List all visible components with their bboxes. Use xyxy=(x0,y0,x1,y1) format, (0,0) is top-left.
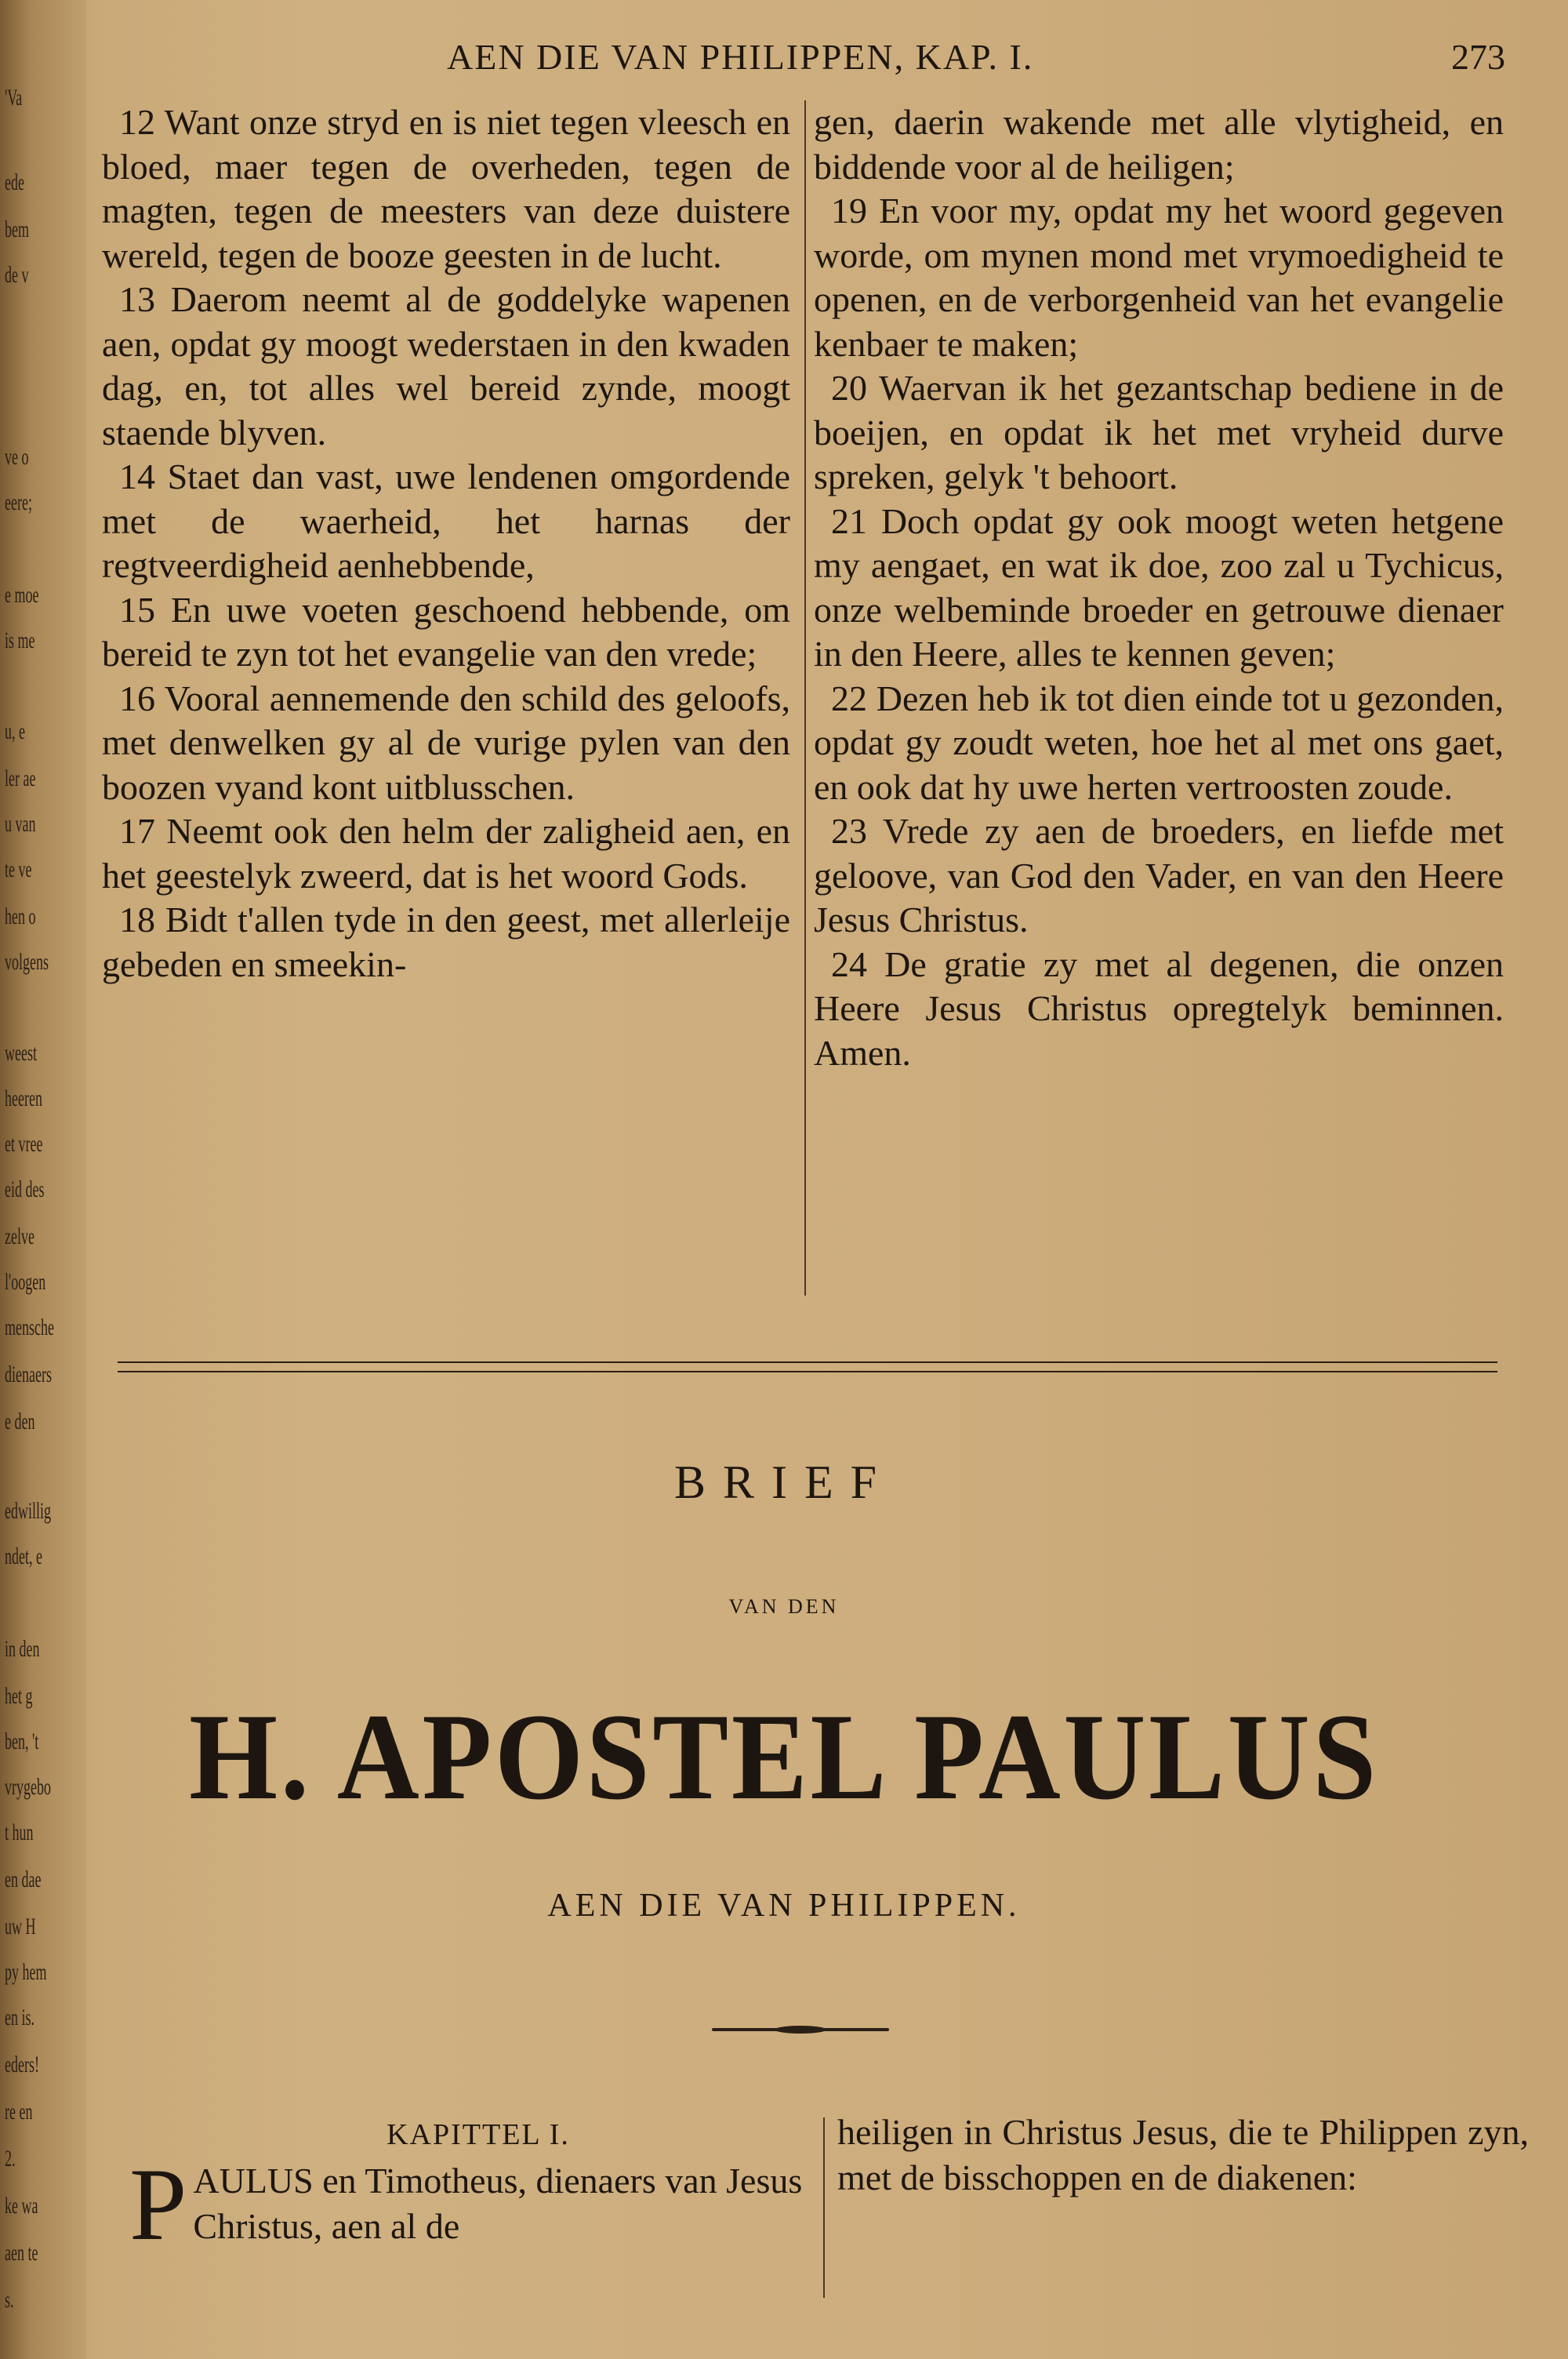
gutter-fragment: 2. xyxy=(5,2146,16,2172)
gutter-fragment: hen o xyxy=(5,903,36,929)
gutter-fragment: ben, 't xyxy=(5,1728,39,1754)
gutter-fragment: bem xyxy=(5,216,29,242)
gutter-fragment: weest xyxy=(5,1040,37,1066)
gutter-fragment: en dae xyxy=(5,1866,42,1892)
adjacent-page-edge xyxy=(0,0,86,2359)
gutter-fragment: eere; xyxy=(5,489,32,515)
gutter-fragment: u van xyxy=(5,811,36,837)
ornament-rule xyxy=(712,2028,889,2031)
section-double-rule xyxy=(118,1361,1497,1372)
right-column xyxy=(814,100,1504,1075)
verse-paragraph: gen, daerin wakende met alle vlytigheid, en biddende voor al de heiligen; xyxy=(814,102,1504,187)
gutter-fragment: t hun xyxy=(5,1819,34,1845)
gutter-fragment: l'oogen xyxy=(5,1269,46,1295)
gutter-fragment: aen te xyxy=(5,2240,38,2266)
gutter-fragment: e moe xyxy=(5,582,39,608)
verse-paragraph: 12 Want onze stryd en is niet tegen vleesch en bloed, maer tegen de overheden, tegen de magten, tegen de meesters van deze duistere wereld, tegen de booze geesten in de lucht. xyxy=(102,102,790,275)
drop-cap: P xyxy=(129,2146,187,2262)
gutter-fragment: 'Va xyxy=(5,85,23,111)
column-divider xyxy=(823,2117,825,2298)
verse-paragraph: 23 Vrede zy aen de broeders, en liefde met geloove, van God den Vader, en van den Heere Jesus Christus. xyxy=(814,811,1504,940)
gutter-fragment: vrygebo xyxy=(5,1774,51,1800)
gutter-fragment: heeren xyxy=(5,1085,42,1111)
gutter-fragment: de v xyxy=(5,262,29,288)
gutter-fragment: py hem xyxy=(5,1959,47,1985)
gutter-fragment: et vree xyxy=(5,1131,43,1157)
verse-paragraph: 16 Vooral aennemende den schild des geloofs, met denwelken gy al de vurige pylen van den boozen vyand kont uitblusschen. xyxy=(102,678,790,807)
gutter-fragment: ndet, e xyxy=(5,1543,42,1569)
gutter-fragment: volgens xyxy=(5,949,49,975)
gutter-fragment: dienaers xyxy=(5,1361,52,1387)
gutter-fragment: u, e xyxy=(5,718,25,744)
gutter-fragment: eid des xyxy=(5,1176,45,1202)
verse-paragraph: 21 Doch opdat gy ook moogt weten hetgene my aengaet, en wat ik doe, zoo zal u Tychicus, onze welbeminde broeder en getrouwe dienaer in den Heere, alles te kennen geven; xyxy=(814,500,1504,674)
epistle-subtitle: AEN DIE VAN PHILIPPEN. xyxy=(547,1888,1021,1924)
gutter-fragment: het g xyxy=(5,1683,33,1709)
verse-paragraph: 19 En voor my, opdat my het woord gegeven worde, om mynen mond met vrymoedigheid te openen, en de verborgenheid van het evangelie kenbaer te maken; xyxy=(814,191,1504,364)
gutter-fragment: uw H xyxy=(5,1914,36,1939)
gutter-fragment: re en xyxy=(5,2099,33,2125)
verse-paragraph: 13 Daerom neemt al de goddelyke wapenen aen, opdat gy moogt wederstaen in den kwaden dag, en, tot alles wel bereid zynde, moogt staende blyven. xyxy=(102,279,790,453)
verse-paragraph: 22 Dezen heb ik tot dien einde tot u gezonden, opdat gy zoudt weten, hoe het al met ons gaet, en ook dat hy uwe herten vertroosten zoude. xyxy=(814,678,1504,807)
column-divider xyxy=(804,100,806,1296)
gutter-fragment: ede xyxy=(5,169,24,195)
gutter-fragment: edwillig xyxy=(5,1498,51,1524)
verse-paragraph: 20 Waervan ik het gezantschap bediene in de boeijen, en opdat ik het met vryheid durve spreken, gelyk 't behoort. xyxy=(814,368,1504,496)
chapter-heading: KAPITTEL I. xyxy=(387,2118,570,2151)
verse-paragraph: 24 De gratie zy met al degenen, die onzen Heere Jesus Christus opregtelyk beminnen. Amen. xyxy=(814,943,1504,1073)
gutter-fragment: ler ae xyxy=(5,765,36,791)
running-title: AEN DIE VAN PHILIPPEN, KAP. I. xyxy=(447,37,1034,77)
gutter-fragment: zelve xyxy=(5,1223,34,1249)
gutter-fragment: en is. xyxy=(5,2005,34,2030)
gutter-fragment: e den xyxy=(5,1408,35,1434)
gutter-fragment: is me xyxy=(5,627,35,653)
gutter-fragment: in den xyxy=(5,1636,40,1662)
apostle-title: H. APOSTEL PAULUS xyxy=(189,1688,1379,1826)
gutter-fragment: te ve xyxy=(5,856,32,882)
verse-paragraph: 15 En uwe voeten geschoend hebbende, om bereid te zyn tot het evangelie van den vrede; xyxy=(102,589,790,674)
gutter-fragment: ve o xyxy=(5,444,29,470)
page-number: 273 xyxy=(1451,37,1505,77)
running-head xyxy=(125,36,1505,83)
chapter-opening-left xyxy=(129,2146,813,2262)
left-column xyxy=(102,100,790,987)
gutter-fragment: s. xyxy=(5,2287,14,2313)
gutter-fragment: ke wa xyxy=(5,2193,38,2219)
van-den-heading: VAN DEN xyxy=(728,1595,840,1618)
chapter-text: AULUS en Timotheus, dienaers van Jesus Christus, aen al de xyxy=(193,2161,803,2246)
verse-paragraph: 14 Staet dan vast, uwe lendenen omgordende met de waerheid, het harnas der regtveerdigheid aenhebbende, xyxy=(102,456,790,585)
gutter-fragment: mensche xyxy=(5,1314,54,1340)
verse-paragraph: 17 Neemt ook den helm der zaligheid aen, en het geestelyk zweerd, dat is het woord Gods. xyxy=(102,811,790,896)
verse-paragraph: 18 Bidt t'allen tyde in den geest, met allerleije gebeden en smeekin- xyxy=(102,900,790,984)
chapter-opening-right: heiligen in Christus Jesus, die te Philippen zyn, met de bisschoppen en de diakenen: xyxy=(837,2112,1529,2197)
gutter-fragment: eders! xyxy=(5,2052,39,2077)
brief-heading: BRIEF xyxy=(673,1456,895,1508)
